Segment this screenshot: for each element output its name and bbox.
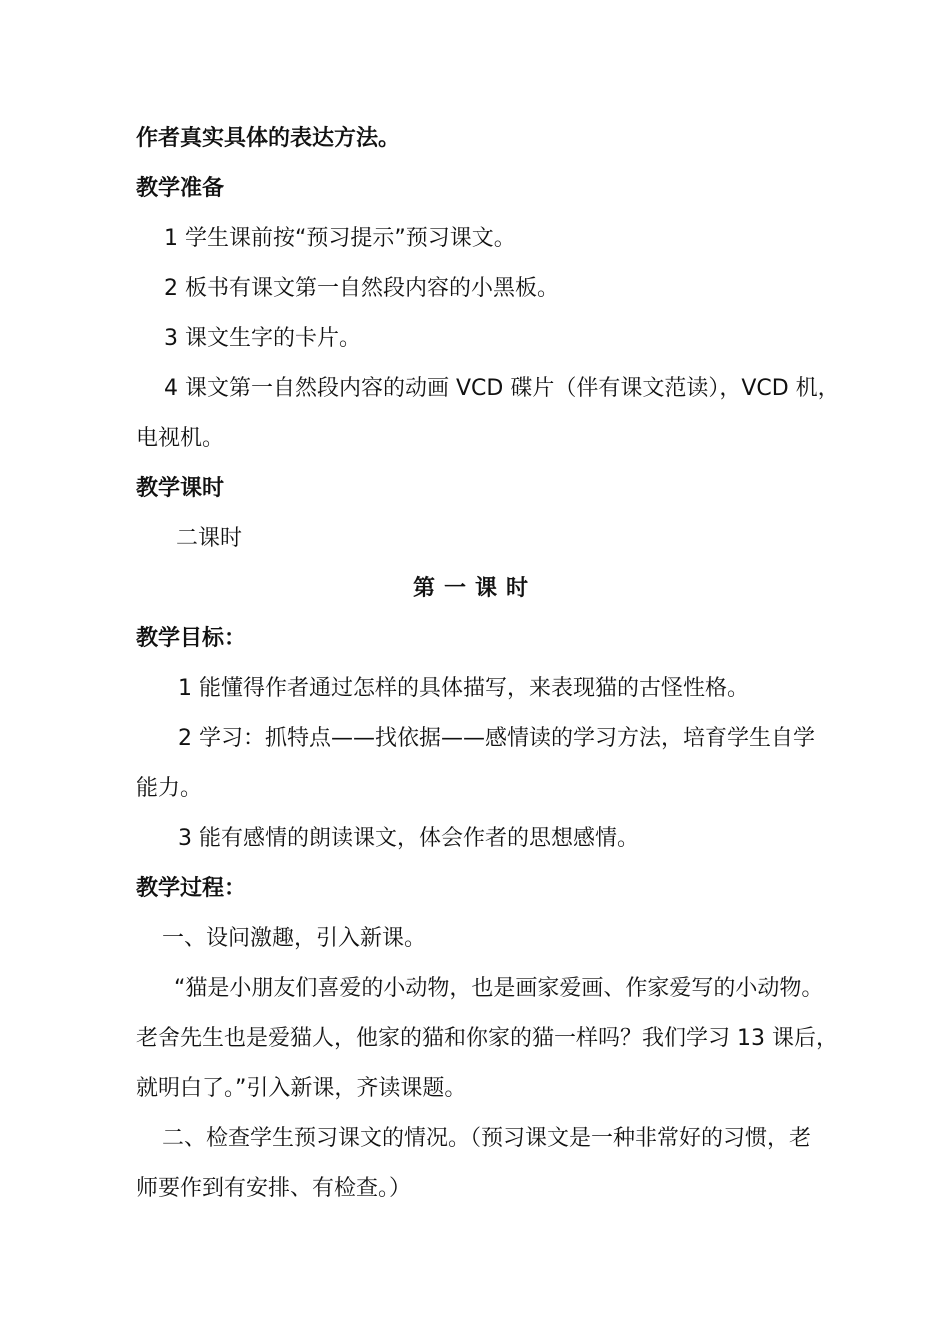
lesson-hours-value: 二课时 (176, 526, 243, 551)
section-title-first-lesson: 第一课时 (412, 576, 537, 601)
preparation-item-1: 1 学生课前按“预习提示”预习课文。 (164, 226, 516, 251)
process-step-2: 二、检查学生预习课文的情况。（预习课文是一种非常好的习惯，老 (162, 1126, 812, 1151)
preparation-item-2: 2 板书有课文第一自然段内容的小黑板。 (164, 276, 559, 301)
heading-process: 教学过程： (136, 876, 247, 901)
process-quote-line-1: “猫是小朋友们喜爱的小动物，也是画家爱画、作家爱写的小动物。 (174, 976, 824, 1001)
process-step-2-cont: 师要作到有安排、有检查。） (136, 1176, 412, 1201)
preparation-item-4: 4 课文第一自然段内容的动画 VCD 碟片（伴有课文范读），VCD 机， (164, 376, 840, 401)
heading-preparation: 教学准备 (136, 176, 225, 201)
heading-lesson-hours: 教学课时 (136, 476, 225, 501)
objective-2-cont: 能力。 (136, 776, 203, 801)
preparation-item-3: 3 课文生字的卡片。 (164, 326, 361, 351)
process-step-1: 一、设问激趣，引入新课。 (162, 926, 427, 951)
objective-1: 1 能懂得作者通过怎样的具体描写，来表现猫的古怪性格。 (178, 676, 749, 701)
preparation-item-4-cont: 电视机。 (136, 426, 225, 451)
process-quote-line-2: 老舍先生也是爱猫人，他家的猫和你家的猫一样吗？我们学习 13 课后， (136, 1026, 838, 1051)
text-line-goal-end: 作者真实具体的表达方法。 (136, 126, 401, 151)
objective-2: 2 学习：抓特点——找依据——感情读的学习方法，培育学生自学 (178, 726, 815, 751)
heading-objectives: 教学目标： (136, 626, 247, 651)
objective-3: 3 能有感情的朗读课文，体会作者的思想感情。 (178, 826, 639, 851)
process-quote-line-3: 就明白了。”引入新课，齐读课题。 (136, 1076, 467, 1101)
